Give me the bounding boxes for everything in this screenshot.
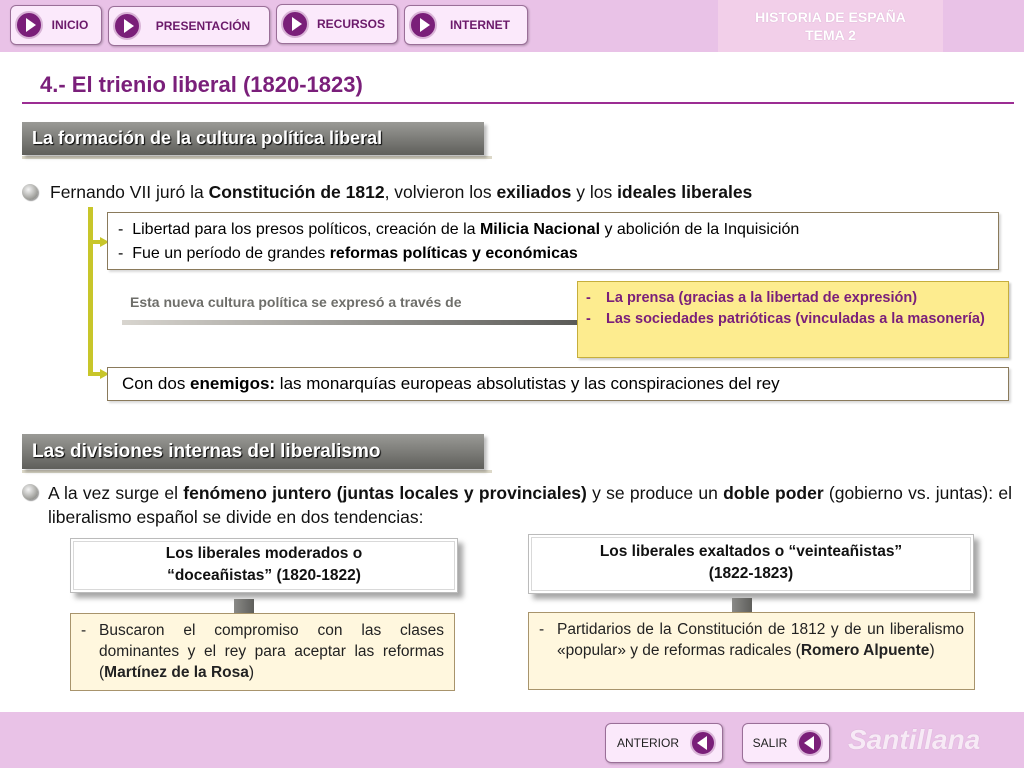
list-text — [99, 620, 444, 683]
course-badge — [718, 0, 943, 52]
list-item — [539, 619, 964, 661]
bullet-icon — [22, 484, 38, 500]
section2-main-text — [48, 481, 1012, 529]
nav-internet-button[interactable] — [404, 5, 528, 45]
box-title-line: Los liberales moderados o — [165, 545, 363, 562]
course-unit: TEMA 2 — [805, 27, 856, 43]
list-dash: - — [118, 221, 124, 238]
list-text: Las sociedades patrióticas (vinculadas a la masonería) — [606, 311, 985, 327]
list-item — [118, 242, 998, 266]
text-run-bold: reformas políticas y económicas — [329, 245, 578, 262]
list-dash: - — [586, 290, 591, 306]
text-run-bold: Milicia Nacional — [479, 221, 601, 238]
nav-presentacion-button[interactable] — [108, 6, 270, 46]
bullet-icon — [22, 184, 38, 200]
text-run: y los — [571, 182, 618, 202]
play-arrow-icon — [409, 11, 437, 39]
text-run: A la vez surge el — [48, 483, 184, 503]
text-run: Buscaron el compromiso con las clases dominantes y el rey para aceptar las reformas ( — [99, 622, 444, 681]
list-dash: - — [81, 622, 87, 639]
list-item — [118, 218, 998, 242]
nav-inicio-label: INICIO — [51, 18, 89, 32]
exaltados-detail-box — [528, 612, 975, 690]
text-run: Fue un período de grandes — [132, 245, 330, 262]
connector-line — [88, 207, 93, 375]
publisher-logo: Santillana — [848, 724, 981, 755]
back-arrow-icon — [797, 730, 823, 756]
moderados-title-box — [70, 538, 458, 593]
text-run-bold: Romero Alpuente — [800, 642, 930, 659]
text-run-bold: Constitución de 1812 — [208, 182, 385, 202]
text-run-bold: Martínez de la Rosa — [104, 664, 249, 681]
course-title: HISTORIA DE ESPAÑA — [755, 9, 906, 25]
play-arrow-icon — [15, 11, 43, 39]
anterior-button[interactable] — [605, 723, 723, 763]
list-item — [81, 620, 444, 683]
expression-channels-box — [577, 281, 1009, 358]
box-title-line: (1822-1823) — [708, 565, 794, 582]
text-run: , volvieron los — [384, 182, 497, 202]
title-divider — [22, 102, 1014, 104]
nav-internet-label: INTERNET — [450, 18, 510, 32]
section-underline — [22, 156, 492, 159]
nav-presentacion-label: PRESENTACIÓN — [155, 19, 251, 33]
text-run-bold: enemigos: — [190, 374, 276, 393]
text-run: Fernando VII juró la — [50, 182, 209, 202]
moderados-detail-box — [70, 613, 455, 691]
exaltados-title-box — [528, 534, 974, 594]
text-run: Libertad para los presos políticos, creación de la — [132, 221, 480, 238]
text-run: y abolición de la Inquisición — [600, 221, 800, 238]
enemies-box — [107, 367, 1009, 401]
box-title-line: “doceañistas” (1820-1822) — [167, 567, 361, 584]
section-underline — [22, 470, 492, 473]
anterior-label: ANTERIOR — [616, 736, 679, 750]
list-text — [557, 619, 964, 661]
list-item — [586, 309, 1002, 330]
text-run: (gobierno vs. juntas): el liberalismo español se divide en dos tendencias: — [48, 483, 1013, 527]
text-run-bold: ideales liberales — [617, 182, 753, 202]
list-text: La prensa (gracias a la libertad de expresión) — [606, 290, 918, 306]
text-run-bold: fenómeno juntero (juntas locales y provinciales) — [183, 483, 587, 503]
freedom-reforms-box — [107, 212, 999, 270]
list-dash: - — [586, 311, 591, 327]
play-arrow-icon — [113, 12, 141, 40]
play-arrow-icon — [281, 10, 309, 38]
list-dash: - — [118, 245, 124, 262]
page-title: 4.- El trienio liberal (1820-1823) — [40, 72, 363, 97]
section-heading-formation: La formación de la cultura política liberal — [22, 122, 484, 155]
section-heading-divisions: Las divisiones internas del liberalismo — [22, 434, 484, 469]
salir-button[interactable] — [742, 723, 830, 763]
nav-recursos-button[interactable] — [276, 4, 398, 44]
text-run-bold: exiliados — [496, 182, 572, 202]
text-run: ) — [929, 642, 935, 659]
expression-arrow-line — [122, 320, 578, 325]
text-run: y se produce un — [586, 483, 724, 503]
section1-main-text — [50, 182, 752, 203]
nav-inicio-button[interactable] — [10, 5, 102, 45]
list-dash: - — [539, 621, 545, 638]
expression-label: Esta nueva cultura política se expresó a través de — [130, 294, 462, 310]
text-run: ) — [248, 664, 255, 681]
list-item — [586, 288, 1002, 309]
text-run: Con dos — [122, 374, 191, 393]
text-run: Partidarios de la Constitución de 1812 y de un liberalismo «popular» y de reformas radicales ( — [557, 621, 964, 659]
back-arrow-icon — [690, 730, 716, 756]
text-run: las monarquías europeas absolutistas y las conspiraciones del rey — [275, 374, 780, 393]
salir-label: SALIR — [752, 736, 788, 750]
text-run-bold: doble poder — [723, 483, 824, 503]
nav-recursos-label: RECURSOS — [316, 17, 385, 31]
box-title-line: Los liberales exaltados o “veinteañistas” — [599, 543, 903, 560]
